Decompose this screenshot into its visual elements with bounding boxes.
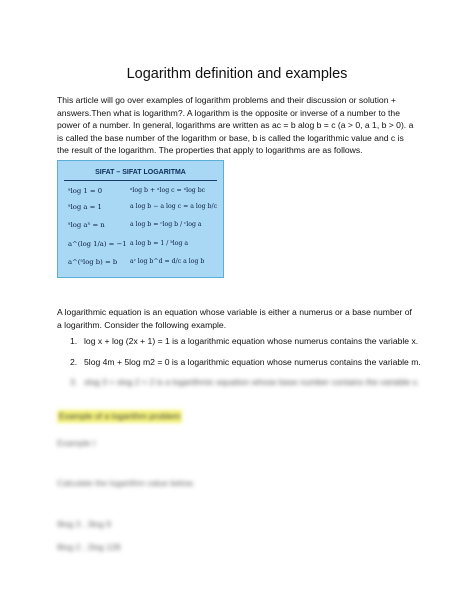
list-text: 5log 4m + 5log m2 = 0 is a logarithmic equation whose numerus contains the variable m. — [84, 357, 421, 367]
intro-paragraph: This article will go over examples of logarithm problems and their discussion or solution + answers.Then what is logarithm?. A logarithm is the opposite or inverse of a number to the power of a number. In general, logarithms are written as ac = b alog b = c (a > 0, a 1, b > 0). a is called the base number of the logarithm or base, b is called the logarithmic value and c is the result of the logarithm. The properties that apply to logarithms are as follows. — [57, 95, 414, 156]
property-right-1: ᵃlog b + ᵃlog c = ᵃlog bc — [130, 187, 206, 194]
list-item — [70, 336, 418, 346]
list-item — [70, 357, 421, 367]
table-divider — [64, 180, 217, 181]
blurred-section-heading: Example of a logarithm problem — [59, 411, 181, 421]
property-right-4: a log b = 1 / ᵇlog a — [130, 240, 189, 247]
list-item — [70, 377, 419, 387]
property-left-1: ᵃlog 1 = 0 — [68, 187, 103, 195]
equation-intro-paragraph: A logarithmic equation is an equation whose variable is either a numerus or a base number of a logarithm. Consider the following example. — [57, 307, 412, 330]
blurred-item-a: 9log 3 , 3log 9 — [57, 519, 111, 529]
property-left-5: a^(ᵃlog b) = b — [68, 258, 118, 266]
property-left-3: ᵃlog aⁿ = n — [68, 221, 105, 229]
property-right-2: a log b − a log c = a log b/c — [130, 203, 218, 210]
property-right-5: aᶜ log b^d = d/c a log b — [130, 258, 205, 265]
blurred-task: Calculate the logarithm value below. — [57, 478, 195, 488]
list-text: log x + log (2x + 1) = 1 is a logarithmic equation whose numerus contains the variable x. — [84, 336, 419, 346]
property-left-4: a^(log 1/a) = −1 — [68, 240, 127, 248]
table-heading: SIFAT – SIFAT LOGARITMA — [95, 169, 186, 176]
logarithm-properties-table — [57, 160, 224, 278]
page-title: Logarithm definition and examples — [126, 66, 348, 82]
property-right-3: a log b = ᶜlog b / ᶜlog a — [130, 221, 202, 228]
list-number: 1. — [70, 336, 78, 346]
blurred-example-label: Example I — [57, 438, 96, 448]
list-number: 3. — [70, 377, 78, 387]
property-left-2: ᵃlog a = 1 — [68, 203, 102, 211]
list-number: 2. — [70, 357, 78, 367]
blurred-item-b: 8log 2 , 2log 128 — [57, 542, 121, 552]
list-text: xlog 3 + xlog 2 = 2 is a logarithmic equation whose base number contains the variable x. — [84, 377, 420, 387]
